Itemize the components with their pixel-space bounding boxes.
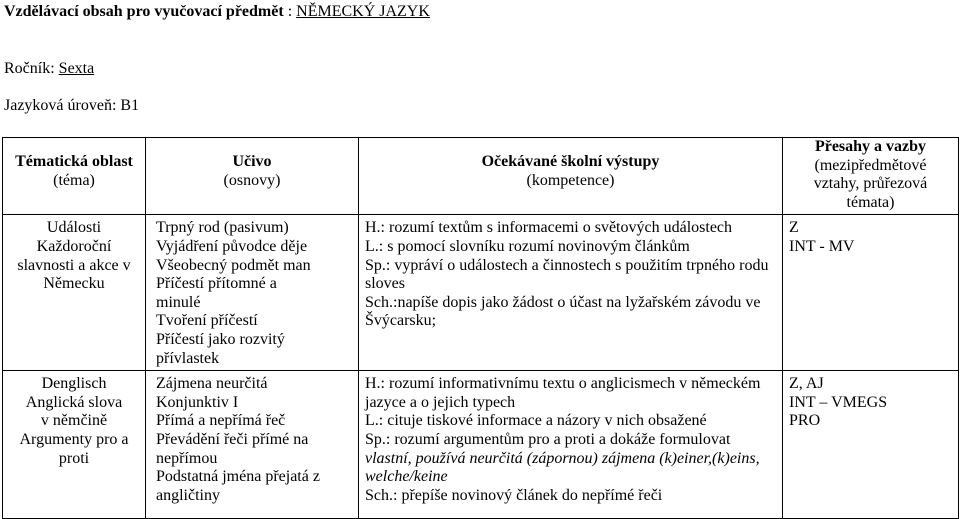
column-header-outcomes: Očekávané školní výstupy (kompetence)	[359, 138, 783, 215]
cell-curriculum: Zájmena neurčitá Konjunktiv I Přímá a nepřímá řeč Převádění řeči přímé na nepřímou Podstatná jména přejatá z angličtiny	[146, 371, 359, 519]
table-row	[3, 215, 959, 371]
table-row	[3, 371, 959, 519]
language-level: Jazyková úroveň: B1	[4, 97, 140, 114]
column-header-theme: Tématická oblast (téma)	[3, 138, 146, 215]
cell-theme: Denglisch Anglická slova v němčině Argumenty pro a proti	[3, 371, 146, 519]
cell-theme: Události Každoroční slavnosti a akce v Německu	[3, 215, 146, 371]
cell-curriculum: Trpný rod (pasivum) Vyjádření původce děje Všeobecný podmět man Příčestí přítomné a minulé Tvoření příčestí Příčestí jako rozvitý přívlastek	[146, 215, 359, 371]
grade-value: Sexta	[58, 60, 95, 77]
subject-label: Vzdělávací obsah pro vyučovací předmět	[4, 3, 284, 20]
cell-links: Z, AJ INT – VMEGS PRO	[783, 371, 959, 519]
cell-outcomes: H.: rozumí informativnímu textu o anglicismech v německém jazyce a o jejich typech L.: cituje tiskové informace a názory v nich obsažené Sp.: rozumí argumentům pro a proti a dokáže formulovat vlastní, používá neurčitá (zápornou) zájmena (k)einer,(k)eins, welche/keine Sch.: přepíše novinový článek do nepřímé řeči	[359, 371, 783, 519]
cell-outcomes: H.: rozumí textům s informacemi o světových událostech L.: s pomocí slovníku rozumí novinovým článkům Sp.: vypráví o událostech a činnostech s použitím trpného rodu sloves Sch.:napíše dopis jako žádost o účast na lyžařském závodu ve Švýcarsku;	[359, 215, 783, 371]
subject-value: NĚMECKÝ JAZYK	[296, 3, 430, 20]
cell-links: Z INT - MV	[783, 215, 959, 371]
table-header-row	[3, 138, 959, 215]
document-title	[4, 3, 430, 21]
curriculum-table	[2, 137, 959, 519]
column-header-curriculum: Učivo (osnovy)	[146, 138, 359, 215]
subject-separator: :	[283, 3, 297, 20]
grade-line	[4, 60, 94, 78]
grade-label: Ročník:	[4, 60, 59, 77]
column-header-links: Přesahy a vazby (mezipředmětové vztahy, průřezová témata)	[783, 138, 959, 215]
